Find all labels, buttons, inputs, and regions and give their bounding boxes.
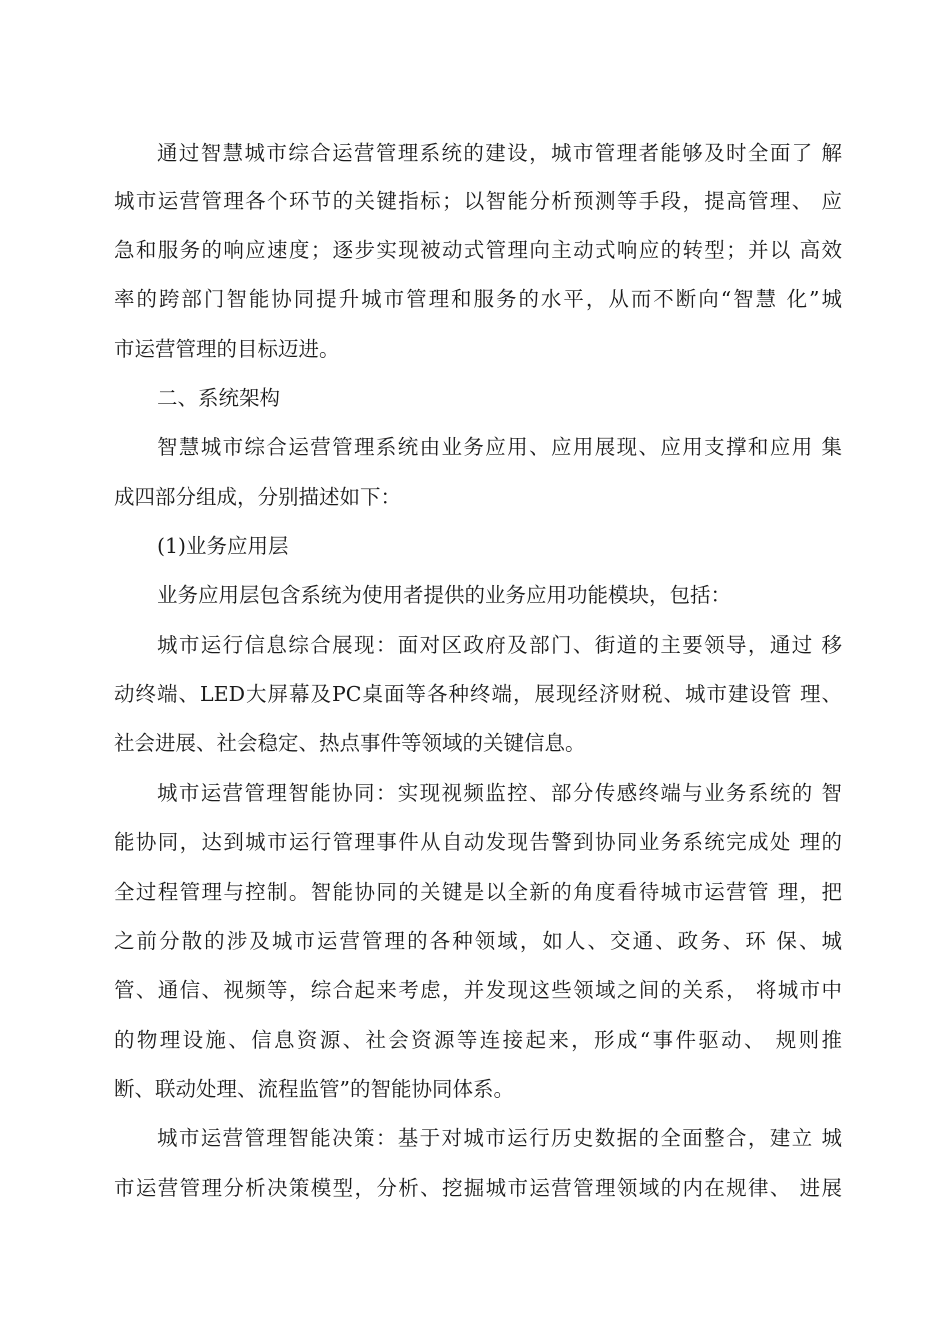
paragraph-line: 急和服务的响应速度；逐步实现被动式管理向主动式响应的转型；并以 高效 (114, 238, 842, 262)
paragraph-line: 业务应用层包含系统为使用者提供的业务应用功能模块，包括： (157, 583, 731, 607)
paragraph-line: 社会进展、社会稳定、热点事件等领域的关键信息。 (114, 731, 586, 755)
paragraph-line: 市运营管理的目标迈进。 (114, 337, 340, 361)
section-heading: 二、系统架构 (157, 386, 280, 410)
paragraph-line: 之前分散的涉及城市运营管理的各种领域，如人、交通、政务、环 保、城 (114, 929, 842, 953)
paragraph-line: 市运营管理分析决策模型，分析、挖掘城市运营管理领域的内在规律、 进展 (114, 1176, 842, 1200)
subsection-heading: (1)业务应用层 (157, 534, 289, 558)
paragraph-line: 全过程管理与控制。智能协同的关键是以全新的角度看待城市运营管 理，把 (114, 880, 842, 904)
paragraph-line: 城市运营管理智能协同：实现视频监控、部分传感终端与业务系统的 智 (157, 781, 842, 805)
paragraph-line: 成四部分组成，分别描述如下： (114, 485, 401, 509)
paragraph-line: 动终端、LED大屏幕及PC桌面等各种终端，展现经济财税、城市建设管 理、 (114, 682, 842, 706)
paragraph-line: 智慧城市综合运营管理系统由业务应用、应用展现、应用支撑和应用 集 (157, 435, 842, 459)
paragraph-line: 的物理设施、信息资源、社会资源等连接起来，形成“事件驱动、 规则推 (114, 1028, 842, 1052)
paragraph-line: 率的跨部门智能协同提升城市管理和服务的水平，从而不断向“智慧 化”城 (114, 287, 842, 311)
paragraph-line: 城市运营管理智能决策：基于对城市运行历史数据的全面整合，建立 城 (157, 1126, 842, 1150)
paragraph-line: 断、联动处理、流程监管”的智能协同体系。 (114, 1077, 514, 1101)
paragraph-line: 通过智慧城市综合运营管理系统的建设，城市管理者能够及时全面了 解 (157, 141, 842, 165)
paragraph-line: 城市运营管理各个环节的关键指标；以智能分析预测等手段，提高管理、 应 (114, 189, 842, 213)
paragraph-line: 城市运行信息综合展现：面对区政府及部门、街道的主要领导，通过 移 (157, 633, 842, 657)
paragraph-line: 管、通信、视频等，综合起来考虑，并发现这些领域之间的关系， 将城市中 (114, 978, 842, 1002)
paragraph-line: 能协同，达到城市运行管理事件从自动发现告警到协同业务系统完成处 理的 (114, 830, 842, 854)
